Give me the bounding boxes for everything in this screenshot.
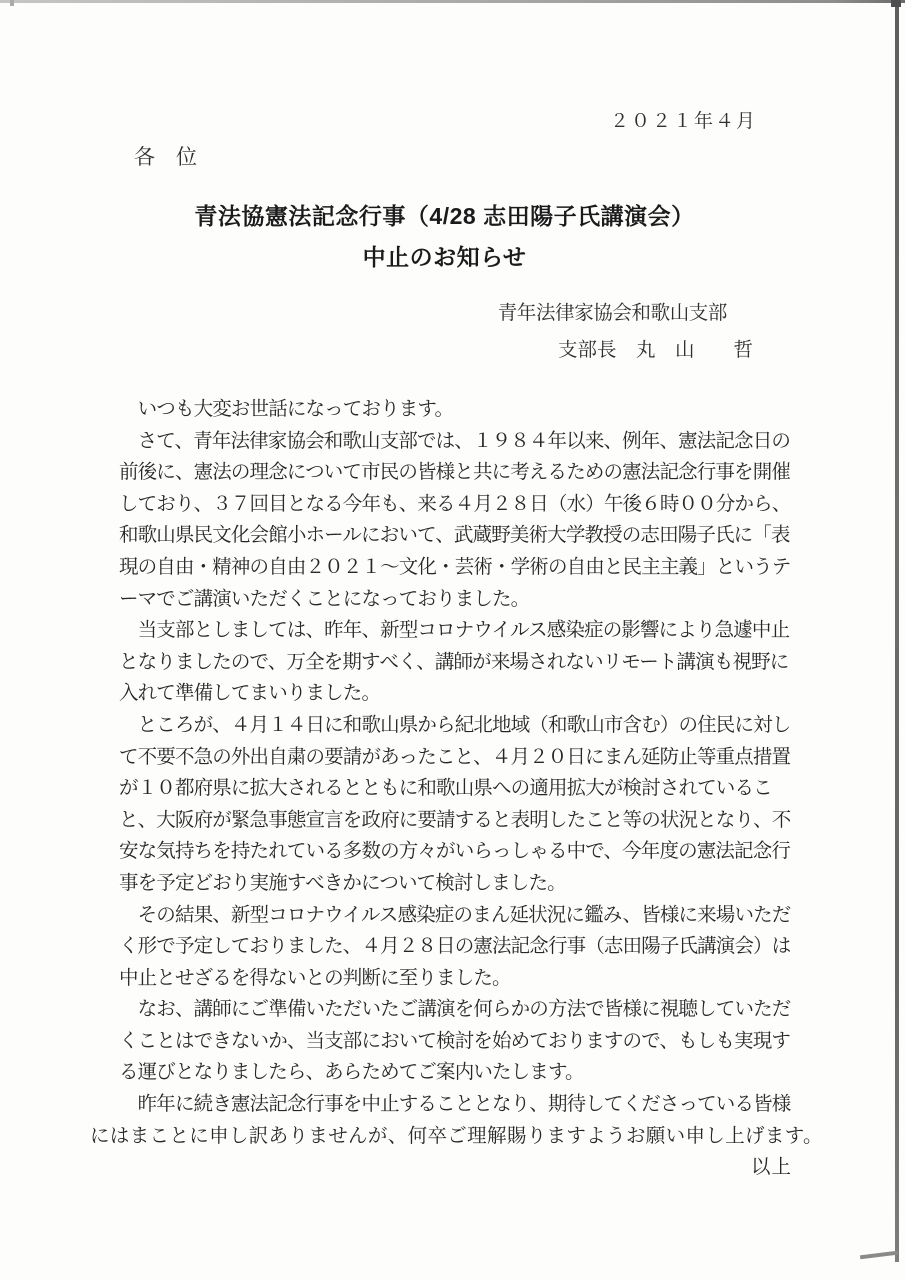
letter-body xyxy=(90,394,823,1184)
sender-organization: 青年法律家協会和歌山支部 xyxy=(497,303,727,324)
scan-edge-bottom-right-hook xyxy=(860,1251,898,1260)
paragraph-event-background: さて、青年法律家協会和歌山支部では、１９８４年以来、例年、憲法記念日の 前後に、憲法の理念について市民の皆様と共に考えるための憲法記念行事を開催 しており、３７回目となる今年も、来る４月２８日（水）午後６時００分から、 和歌山県民文化会館小ホールにおいて、武蔵野美術大学教授の志田陽子氏に「表 現の自由・精神の自由２０２１～文化・芸術・学術の自由と民主主義」というテ ーマでご講演いただくことになっておりました。 xyxy=(119,430,791,610)
document-date: ２０２１年４月 xyxy=(609,111,757,132)
paragraph-preparation: 当支部としましては、昨年、新型コロナウイルス感染症の影響により急遽中止 となりましたので、万全を期すべく、講師が来場されないリモート講演も視野に 入れて準備してまいりました。 xyxy=(119,620,790,705)
paragraph-apology: 昨年に続き憲法記念行事を中止することとなり、期待してくださっている皆様 にはまことに申し訳ありませんが、何卒ご理解賜りますようお願い申し上げます。 xyxy=(90,1094,823,1147)
paragraph-greeting: いつも大変お世話になっております。 xyxy=(119,399,454,420)
sender-signer: 支部長 丸 山 哲 xyxy=(557,340,753,361)
scan-edge-top-left-tick xyxy=(10,0,14,6)
scan-edge-right xyxy=(895,0,899,1262)
paragraph-covid-situation: ところが、４月１４日に和歌山県から紀北地域（和歌山市含む）の住民に対し て不要不急の外出自粛の要請があったこと、４月２０日にまん延防止等重点措置 が１０都府県に拡大されるとともに和歌山県への適用拡大が検討されているこ と、大阪府が緊急事態宣言を政府に要請すると表明したこと等の状況となり、不 安な気持ちを持たれている多数の方々がいらっしゃる中で、今年度の憲法記念行 事を予定どおり実施すべきかについて検討しました。 xyxy=(119,714,791,894)
cancellation-notice-line: 中止のお知らせ xyxy=(362,244,527,270)
closing-ijou: 以上 xyxy=(750,1157,792,1179)
scan-edge-top-right-corner xyxy=(891,0,901,7)
scan-edge-top xyxy=(0,0,905,3)
event-title-line: 青法協憲法記念行事（4/28 志田陽子氏講演会） xyxy=(194,203,695,229)
paragraph-cancellation-decision: その結果、新型コロナウイルス感染症のまん延状況に鑑み、皆様に来場いただ く形で予定しておりました、４月２８日の憲法記念行事（志田陽子氏講演会）は 中止とせざるを得ないとの判断に至りました。 xyxy=(119,904,791,989)
document-title-block xyxy=(0,196,889,278)
addressee: 各 位 xyxy=(134,145,197,169)
paragraph-alternative-viewing: なお、講師にご準備いただいたご講演を何らかの方法で皆様に視聴していただ くことはできないか、当支部において検討を始めておりますので、もしも実現す る運びとなりましたら、あらためてご案内いたします。 xyxy=(119,999,791,1084)
